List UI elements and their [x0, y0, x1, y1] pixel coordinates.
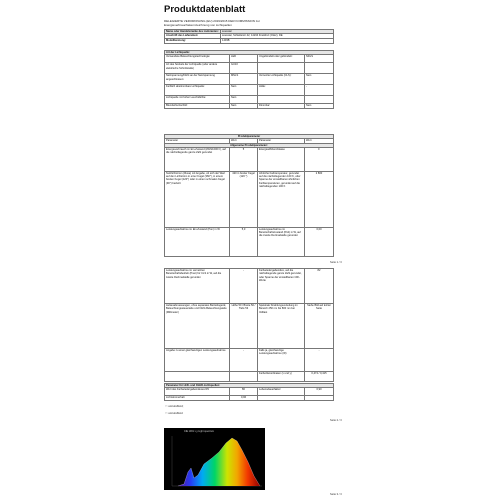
pp-row-1-value: 5: [230, 147, 258, 171]
pp2-row-2-value2: Siehe Bild auf letzter Seite: [305, 304, 334, 349]
spectrum-header: CIE 1931 x,y Light spectrum: [184, 430, 215, 433]
type-row-4-param: Farblich abstimmbare Lichtquelle:: [165, 85, 230, 96]
regulation-line-2: Energieverbrauchskennzeichnung von Lichtquellen: [164, 23, 232, 27]
spectrum-graphic: [164, 428, 265, 490]
type-row-5-value: Nein: [230, 96, 258, 104]
type-row-4-value2: -: [305, 85, 334, 96]
pp2-row-3-param: Angabe zu einer gleichwertigen Leistungsaufnahme: [165, 349, 230, 372]
supplier-name-value: sousstar: [221, 30, 334, 34]
pp2-row-2-value: Höhe 50 / Breite 50 / Tiefe 53: [230, 304, 258, 349]
supplier-address-label: Anschrift des Lieferanten:: [165, 34, 221, 39]
pp-row-3-param: Leistungsaufnahme im Ein-Zustand (Pon) in W: [165, 227, 230, 256]
footnote-1: '-': unzutreffend;: [165, 405, 184, 408]
type-row-1-param: Verwendete Beleuchtungstechnologie:: [165, 55, 230, 63]
led-row-1-value2: 0,90: [305, 388, 334, 396]
pp2-row-3-value: -: [230, 349, 258, 372]
pp2-row-1-param2: Farbwiedergabeindex, auf die nächstliegende ganze Zahl gerundet, oder Spanne der einstellbaren CRI-Werte: [258, 269, 305, 304]
model-label: Modellkennung:: [165, 39, 221, 43]
light-source-type-title: Art der Lichtquelle:: [165, 51, 334, 55]
led-parameters-table: [164, 383, 334, 401]
type-row-3-value2: Nein: [305, 74, 334, 85]
page-title: Produktdatenblatt: [164, 4, 246, 15]
led-row-2-param2: [258, 396, 305, 400]
pp-row-2-param: Nutzlichtstrom (Φuse) mit Angabe, ob sich der Wert auf den Lichtstrom in einer Kugel (360°), in einem breiten Kegel (120°) oder in einem schmalen Kegel (90°) bezieht: [165, 171, 230, 227]
pp2-row-2-param2: Spektrale Strahlungsverteilung im Bereich 250 nm bis 800 nm bei Volllast: [258, 304, 305, 349]
product-parameters-continued-table: [164, 268, 334, 382]
type-row-1-param2: Ungebündelt oder gebündelt:: [258, 55, 305, 63]
pp-row-3-value2: 0,00: [305, 227, 334, 256]
pp-row-3-value: 5,0: [230, 227, 258, 256]
type-row-2-value: GU10: [230, 63, 258, 74]
type-row-2-param2: [258, 63, 305, 74]
led-parameters-title: Parameter für LED- und OLED-Lichtquellen:: [165, 384, 334, 388]
pp-row-2-param2: Ähnliche Farbtemperatur, gerundet auf die nächstliegenden 100 K, oder Spanne der einstellbaren ähnlichen Farbtemperaturen, gerundet auf die nächstliegenden 100 K: [258, 171, 305, 227]
pp2-row-4-param2: Farbortkoordinaten (x und y): [258, 372, 305, 382]
pp-row-1-param: Energieverbrauch im Ein-Zustand (kWh/1000 h), auf die nächstliegende ganze Zahl gerundet: [165, 147, 230, 171]
page-number-1: Seite 1 / 3: [330, 261, 342, 264]
footnote-2: '-': unzutreffend: [165, 412, 183, 415]
pp-header-param: Parameter: [165, 139, 230, 143]
led-row-2-value2: [305, 396, 334, 400]
type-row-4-param2: Hülle:: [258, 85, 305, 96]
supplier-table: [164, 29, 334, 44]
type-row-5-param: Lichtquelle mit hoher Leuchtdichte:: [165, 96, 230, 104]
pp-header-param2: Parameter: [258, 139, 305, 143]
led-row-2-value: 0,96: [230, 396, 258, 400]
type-row-6-value: Nein: [230, 104, 258, 108]
led-row-2-param: Lichtstromerhalt: [165, 396, 230, 400]
pp2-row-1-param: Leistungsaufnahme im vernetzten Bereitschaftsbetrieb (Pnet) für CLS in W, auf die zweite Dezimalstelle gerundet: [165, 269, 230, 304]
pp2-row-4-value: [230, 372, 258, 382]
type-row-2-param: Art des Sockels der Lichtquelle (oder andere elektrische Schnittstelle): [165, 63, 230, 74]
led-row-1-param: Wert des Farbwiedergabeindexes R9: [165, 388, 230, 396]
pp2-row-3-param2: Falls ja, gleichwertige Leistungsaufnahme (W): [258, 349, 305, 372]
type-row-6-param: Blendschutzschild:: [165, 104, 230, 108]
pp-row-2-value: 420 in breiter Kegel (120 °): [230, 171, 258, 227]
pp2-row-1-value: -: [230, 269, 258, 304]
pp2-row-3-value2: -: [305, 349, 334, 372]
type-row-3-value: MNLS: [230, 74, 258, 85]
page-number-2: Seite 2 / 3: [330, 419, 342, 422]
type-row-1-value2: NDLS: [305, 55, 334, 63]
pp2-row-1-value2: 82: [305, 269, 334, 304]
pp-row-3-param2: Leistungsaufnahme im Bereitschaftszustand (Psb) in W, auf die zweite Dezimalstelle gerundet: [258, 227, 305, 256]
type-row-6-value2: Nein: [305, 104, 334, 108]
pp-row-1-value2: F: [305, 147, 334, 171]
type-row-3-param2: Vernetzte Lichtquelle (CLS):: [258, 74, 305, 85]
supplier-name-label: Name oder Handelsmarke des Lieferanten:: [166, 30, 219, 33]
pp2-row-4-param: [165, 372, 230, 382]
product-parameters-table: [164, 134, 334, 257]
type-row-6-param2: Dimmbar:: [258, 104, 305, 108]
type-row-5-value2: [305, 96, 334, 104]
model-value: 1403B: [221, 39, 334, 43]
led-row-1-param2: Lebensdauerfaktor: [258, 388, 305, 396]
type-row-2-value2: [305, 63, 334, 74]
type-row-5-param2: [258, 96, 305, 104]
pp2-row-4-value2: 0,474 / 0,415: [305, 372, 334, 382]
type-row-1-value: LED: [230, 55, 258, 63]
regulation-line-1: DELEGIERTE VERORDNUNG (EU) 2019/2015 DER KOMMISSION zur: [164, 19, 260, 23]
type-row-4-value: Nein: [230, 85, 258, 96]
light-source-type-table: [164, 50, 334, 109]
led-row-1-value: 80: [230, 388, 258, 396]
product-parameters-title: Produktparameter: [165, 135, 334, 139]
supplier-address-value: sousstar, Schiellerstr 42, 14234 Frankfurt (Oder), DE: [221, 34, 334, 39]
general-params-subtitle: Allgemeine Produktparameter:: [165, 143, 334, 147]
pp-row-2-value2: 2 800: [305, 171, 334, 227]
spectrum-image: [164, 428, 265, 490]
type-row-3-param: Netzspannung/Nicht an der Netzspannung angeschlossen:: [165, 74, 230, 85]
pp-header-value2: Wert: [305, 139, 334, 143]
pp-row-1-param2: Energieeffizienzklasse: [258, 147, 305, 171]
page-number-3: Seite 3 / 3: [330, 493, 342, 496]
pp-header-value: Wert: [230, 139, 258, 143]
pp2-row-2-param: Außenabmessungen, ohne separates Betriebsgerät, Beleuchtungssteuerteile und Nicht-Beleuchtungsteile (Millimeter): [165, 304, 230, 349]
